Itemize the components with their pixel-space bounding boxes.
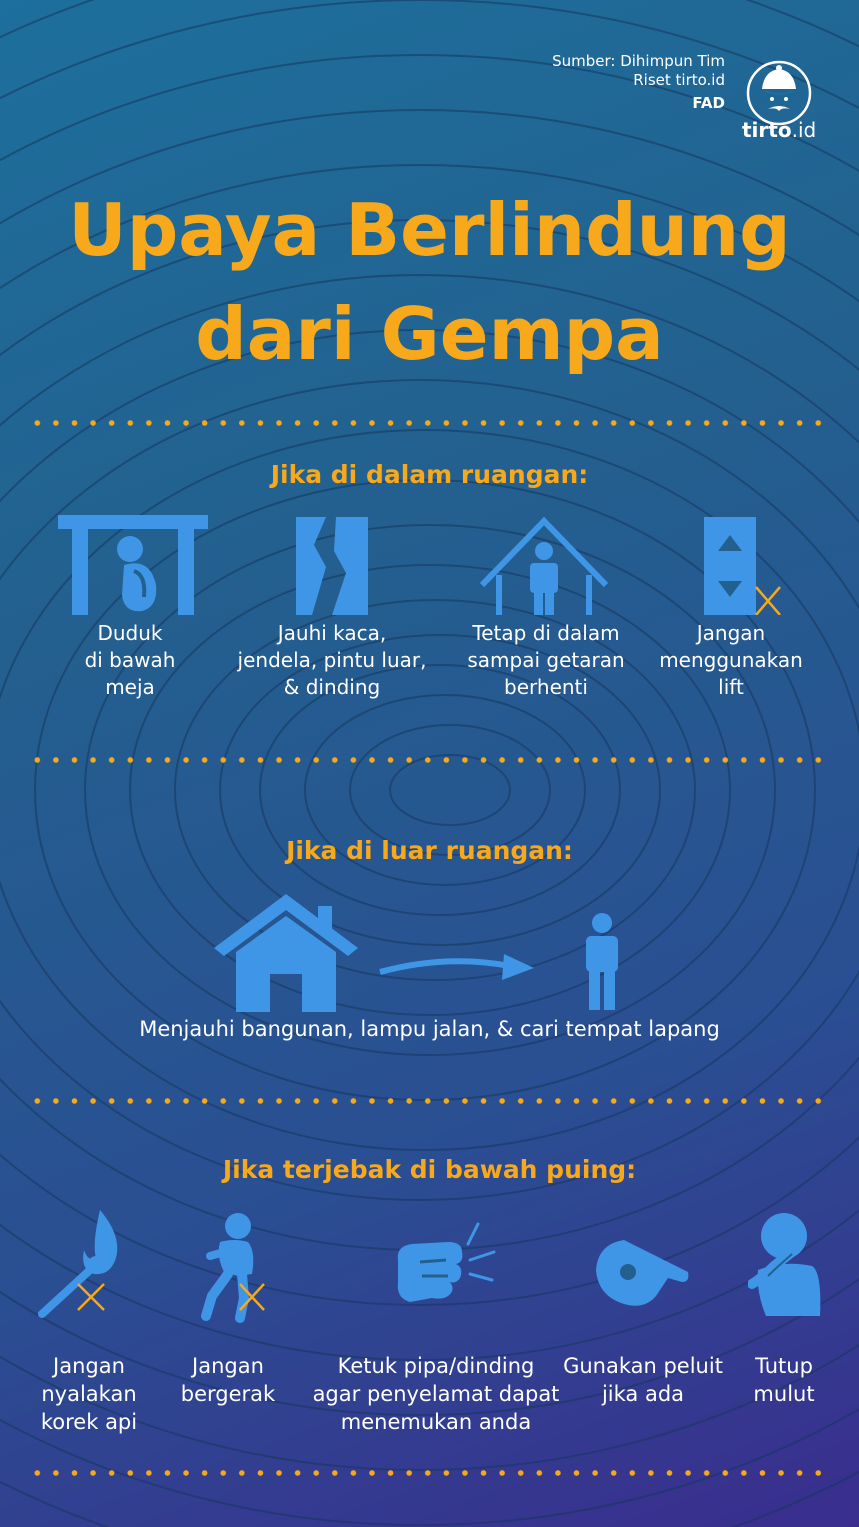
caption-line: meja [105,675,155,699]
title-line-1: Upaya Berlindung [68,188,791,272]
caption-line: Jangan [696,621,766,645]
table-shelter-icon [58,515,208,615]
caption-line: menemukan anda [340,1410,532,1434]
dotted-divider [28,1470,831,1476]
house-person-icon [478,515,610,615]
brand-wordmark [742,118,816,142]
source-line-1: Sumber: Dihimpun Tim [552,52,725,70]
moving-person-icon [198,1212,270,1324]
indoor-caption-1 [48,620,212,701]
indoor-caption-4 [650,620,812,701]
indoor-caption-2 [226,620,438,701]
trapped-caption-1 [26,1352,152,1436]
trapped-caption-4 [562,1352,724,1408]
caption-line: korek api [40,1410,138,1434]
caption-line: nyalakan [41,1382,137,1406]
dotted-divider [28,420,831,426]
caption-line: jika ada [601,1382,685,1406]
source-credit [552,52,725,113]
caption-line: Tetap di dalam [472,621,620,645]
caption-line: Ketuk pipa/dinding [337,1354,535,1378]
house-icon [214,894,358,1012]
caption-line: di bawah [84,648,176,672]
page-title [0,178,859,386]
indoor-heading: Jika di dalam ruangan: [270,460,589,489]
caption-line: menggunakan [659,648,803,672]
trapped-heading: Jika terjebak di bawah puing: [222,1155,637,1184]
caption-line: & dinding [283,675,381,699]
dotted-divider [28,1098,831,1104]
match-icon [38,1210,128,1318]
trapped-caption-2 [170,1352,286,1408]
caption-line: Jangan [53,1354,125,1378]
trapped-caption-3 [312,1352,560,1436]
arrow-icon [376,950,536,984]
indoor-caption-3 [456,620,636,701]
caption-line: mulut [753,1382,815,1406]
caption-line: bergerak [180,1382,276,1406]
outdoor-caption: Menjauhi bangunan, lampu jalan, & cari tempat lapang [139,1017,720,1041]
caption-line: lift [718,675,744,699]
caption-line: jendela, pintu luar, [237,648,427,672]
knock-fist-icon [390,1220,500,1310]
whistle-icon [594,1232,692,1310]
window-glass-icon [296,517,368,615]
caption-line: Tutup [755,1354,813,1378]
dotted-divider [28,757,831,763]
title-line-2: dari Gempa [195,292,664,376]
brand-name: tirto [742,118,792,142]
caption-line: Gunakan peluit [563,1354,723,1378]
caption-line: Jangan [192,1354,264,1378]
standing-person-icon [580,912,624,1010]
cover-mouth-icon [748,1212,824,1320]
elevator-icon [704,517,784,615]
author-initials: FAD [692,94,725,112]
trapped-caption-5 [734,1352,834,1408]
caption-line: Duduk [97,621,163,645]
brand-suffix: .id [791,118,817,142]
caption-line: Jauhi kaca, [277,621,387,645]
source-line-2: Riset tirto.id [633,71,725,89]
caption-line: agar penyelamat dapat [312,1382,560,1406]
caption-line: sampai getaran [467,648,625,672]
outdoor-heading: Jika di luar ruangan: [286,836,573,865]
caption-line: berhenti [504,675,588,699]
